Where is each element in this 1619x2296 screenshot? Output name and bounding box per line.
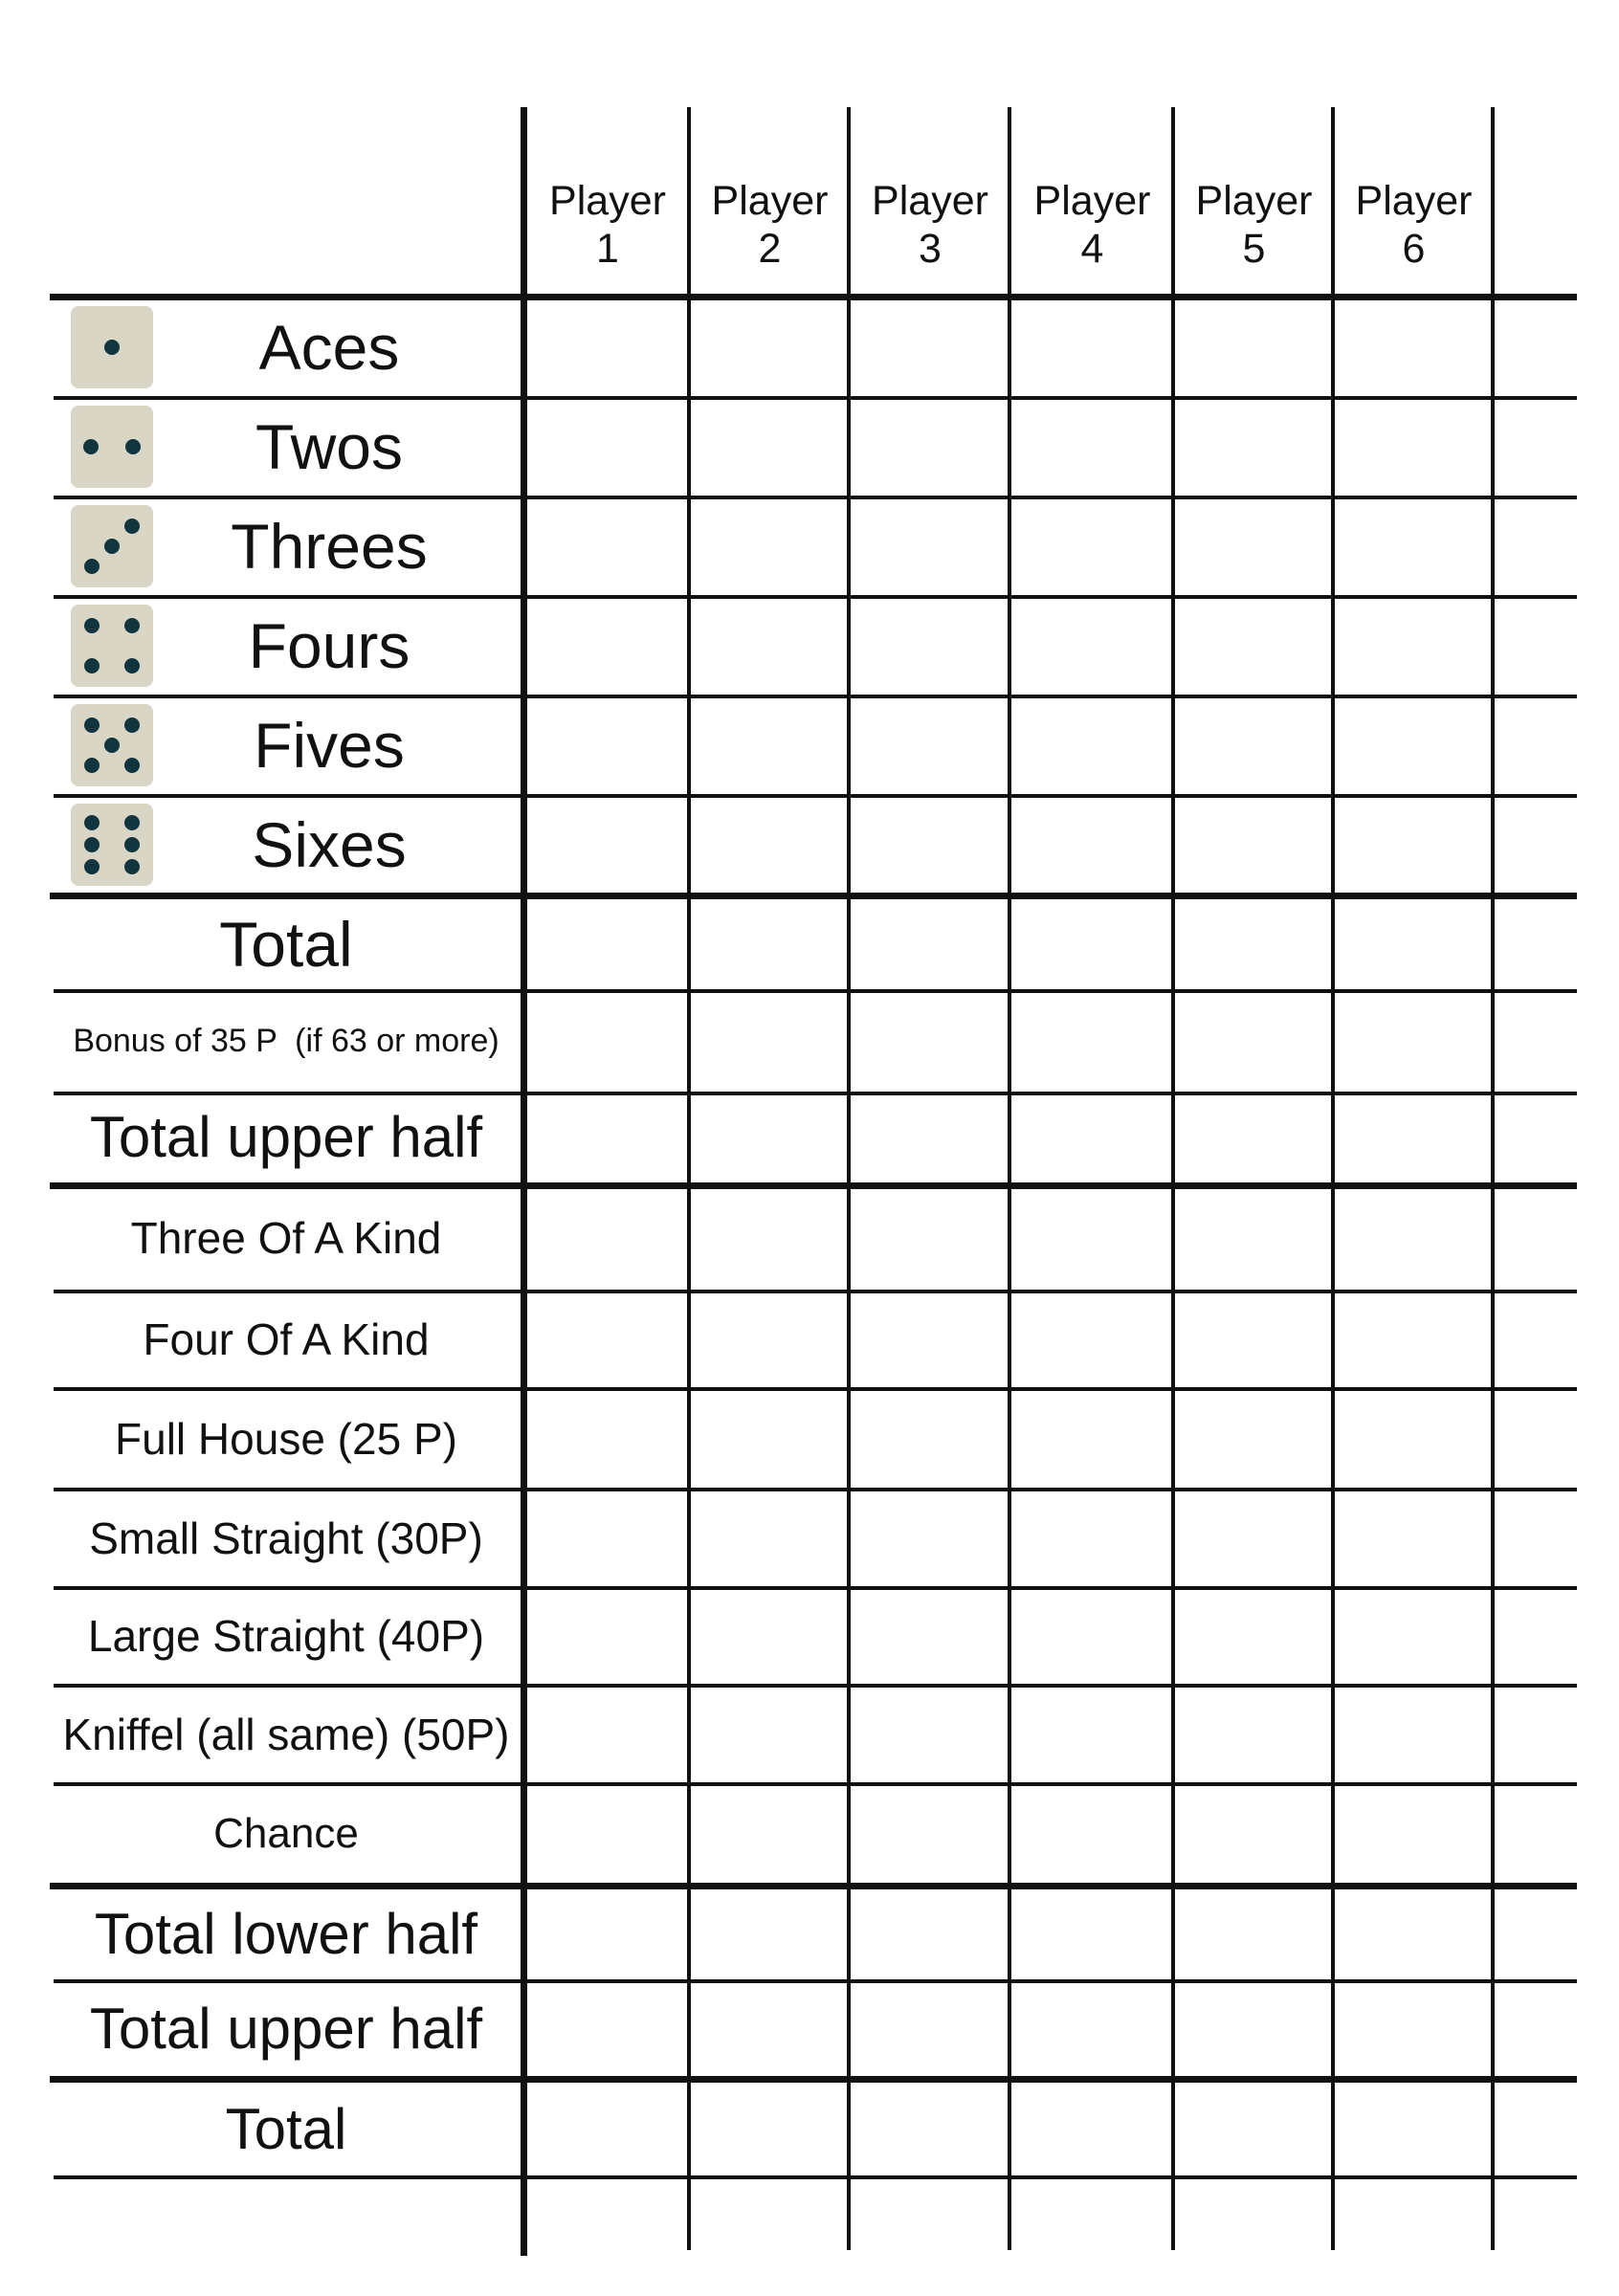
player-score-cells — [526, 1389, 1575, 1488]
score-cell-player-3[interactable] — [853, 1093, 1013, 1180]
row-divider — [54, 595, 1577, 599]
score-cell-player-1[interactable] — [526, 497, 693, 595]
score-cell-player-6[interactable] — [1337, 1490, 1497, 1586]
score-cell-player-4[interactable] — [1013, 398, 1177, 496]
score-cell-player-5[interactable] — [1177, 696, 1337, 794]
row-divider — [54, 1782, 1577, 1786]
row-label: Large Straight (40P) — [87, 1611, 485, 1661]
score-cell-player-3[interactable] — [853, 1981, 1013, 2076]
score-row-total-lower-half — [54, 1888, 1575, 1979]
score-cell-player-6[interactable] — [1337, 1389, 1497, 1488]
row-divider — [54, 1290, 1577, 1293]
score-cell-player-6[interactable] — [1337, 1888, 1497, 1979]
row-label: Total — [225, 2096, 347, 2161]
row-label: Fours — [248, 610, 410, 681]
score-cell-player-5[interactable] — [1177, 597, 1337, 695]
score-cell-player-6[interactable] — [1337, 597, 1497, 695]
row-label: Four Of A Kind — [143, 1314, 430, 1364]
score-cell-player-3[interactable] — [853, 1186, 1013, 1290]
score-cell-player-5[interactable] — [1177, 298, 1337, 396]
score-cell-player-6[interactable] — [1337, 1981, 1497, 2076]
score-row-chance — [54, 1784, 1575, 1883]
column-divider — [1008, 107, 1011, 2250]
row-divider — [54, 396, 1577, 400]
row-label: Full House (25 P) — [115, 1413, 457, 1464]
player-score-cells — [526, 1784, 1575, 1883]
score-cell-player-3[interactable] — [853, 398, 1013, 496]
score-cell-player-4[interactable] — [1013, 2082, 1177, 2175]
score-cell-player-3[interactable] — [853, 298, 1013, 396]
row-divider — [54, 1586, 1577, 1590]
row-label: Chance — [213, 1809, 359, 1857]
score-row-bonus — [54, 991, 1575, 1092]
row-divider — [54, 1092, 1577, 1095]
score-cell-player-1[interactable] — [526, 1186, 693, 1290]
score-cell-player-2[interactable] — [693, 1588, 853, 1684]
player-score-cells — [526, 1588, 1575, 1684]
score-row-total-upper-half — [54, 1093, 1575, 1180]
thick-divider — [50, 294, 1577, 300]
score-cell-player-1[interactable] — [526, 1490, 693, 1586]
row-label: Three Of A Kind — [130, 1213, 442, 1263]
score-cell-player-1[interactable] — [526, 1784, 693, 1883]
score-cell-player-1[interactable] — [526, 1888, 693, 1979]
score-cell-player-1[interactable] — [526, 796, 693, 894]
header-player-1: Player 1 — [549, 178, 666, 272]
score-cell-player-4[interactable] — [1013, 1784, 1177, 1883]
score-cell-player-6[interactable] — [1337, 696, 1497, 794]
score-cell-player-1[interactable] — [526, 898, 693, 989]
score-cell-player-2[interactable] — [693, 1686, 853, 1782]
score-row-large-straight — [54, 1588, 1575, 1684]
score-cell-player-5[interactable] — [1177, 1490, 1337, 1586]
score-cell-player-3[interactable] — [853, 1292, 1013, 1387]
score-cell-player-2[interactable] — [693, 991, 853, 1092]
row-divider — [54, 695, 1577, 698]
column-divider — [1171, 107, 1175, 2250]
row-label: Total upper half — [89, 1104, 483, 1169]
row-label: Bonus of 35 P (if 63 or more) — [73, 1023, 499, 1059]
score-row-aces — [54, 298, 1575, 396]
score-cell-player-3[interactable] — [853, 1784, 1013, 1883]
thick-divider — [50, 2076, 1577, 2083]
score-row-fives — [54, 696, 1575, 794]
player-score-cells — [526, 796, 1575, 894]
score-row-grand-total — [54, 2082, 1575, 2175]
score-cell-player-6[interactable] — [1337, 398, 1497, 496]
score-row-fours — [54, 597, 1575, 695]
score-cell-player-3[interactable] — [853, 796, 1013, 894]
score-row-kniffel — [54, 1686, 1575, 1782]
row-divider — [54, 989, 1577, 993]
score-cell-player-2[interactable] — [693, 398, 853, 496]
column-divider — [1331, 107, 1335, 2250]
score-cell-player-6[interactable] — [1337, 2082, 1497, 2175]
row-label: Sixes — [252, 809, 407, 880]
score-cell-player-5[interactable] — [1177, 497, 1337, 595]
row-divider — [54, 1488, 1577, 1491]
score-cell-player-5[interactable] — [1177, 1888, 1337, 1979]
score-cell-player-5[interactable] — [1177, 1981, 1337, 2076]
score-row-threes — [54, 497, 1575, 595]
score-cell-player-1[interactable] — [526, 1292, 693, 1387]
header-player-6: Player 6 — [1355, 178, 1473, 272]
column-divider — [687, 107, 691, 2250]
row-label: Fives — [254, 710, 405, 781]
score-cell-player-6[interactable] — [1337, 1292, 1497, 1387]
score-cell-player-4[interactable] — [1013, 1389, 1177, 1488]
score-cell-player-5[interactable] — [1177, 1186, 1337, 1290]
score-cell-player-4[interactable] — [1013, 991, 1177, 1092]
player-score-cells — [526, 898, 1575, 989]
score-cell-player-1[interactable] — [526, 398, 693, 496]
score-cell-player-5[interactable] — [1177, 796, 1337, 894]
row-label: Twos — [255, 411, 404, 482]
row-label: Small Straight (30P) — [89, 1512, 483, 1563]
score-cell-player-5[interactable] — [1177, 1784, 1337, 1883]
score-cell-player-3[interactable] — [853, 898, 1013, 989]
score-cell-player-1[interactable] — [526, 696, 693, 794]
score-row-three-of-a-kind — [54, 1186, 1575, 1290]
score-cell-player-2[interactable] — [693, 796, 853, 894]
score-cell-player-4[interactable] — [1013, 696, 1177, 794]
score-cell-player-1[interactable] — [526, 1981, 693, 2076]
row-label: Total lower half — [94, 1902, 478, 1966]
score-cell-player-6[interactable] — [1337, 898, 1497, 989]
row-divider — [54, 1684, 1577, 1688]
score-cell-player-6[interactable] — [1337, 1186, 1497, 1290]
score-cell-player-6[interactable] — [1337, 298, 1497, 396]
score-cell-player-4[interactable] — [1013, 1588, 1177, 1684]
score-cell-player-3[interactable] — [853, 1389, 1013, 1488]
score-cell-player-5[interactable] — [1177, 898, 1337, 989]
score-cell-player-5[interactable] — [1177, 1686, 1337, 1782]
score-cell-player-3[interactable] — [853, 1490, 1013, 1586]
header-player-5: Player 5 — [1195, 178, 1313, 272]
player-score-cells — [526, 298, 1575, 396]
score-cell-player-2[interactable] — [693, 298, 853, 396]
score-cell-player-2[interactable] — [693, 1981, 853, 2076]
score-row-four-of-a-kind — [54, 1292, 1575, 1387]
score-cell-player-2[interactable] — [693, 1186, 853, 1290]
score-cell-player-4[interactable] — [1013, 1981, 1177, 2076]
score-cell-player-2[interactable] — [693, 2082, 853, 2175]
score-cell-player-2[interactable] — [693, 1389, 853, 1488]
player-score-cells — [526, 497, 1575, 595]
player-score-cells — [526, 1186, 1575, 1290]
score-cell-player-2[interactable] — [693, 597, 853, 695]
score-cell-player-5[interactable] — [1177, 2082, 1337, 2175]
player-score-cells — [526, 1686, 1575, 1782]
score-cell-player-1[interactable] — [526, 1093, 693, 1180]
column-divider — [847, 107, 851, 2250]
header-player-3: Player 3 — [872, 178, 988, 272]
score-cell-player-5[interactable] — [1177, 1292, 1337, 1387]
player-score-cells — [526, 991, 1575, 1092]
row-divider — [54, 496, 1577, 499]
score-cell-player-6[interactable] — [1337, 1588, 1497, 1684]
player-score-cells — [526, 1981, 1575, 2076]
score-cell-player-5[interactable] — [1177, 1093, 1337, 1180]
row-divider — [54, 2175, 1577, 2179]
player-score-cells — [526, 696, 1575, 794]
score-cell-player-2[interactable] — [693, 497, 853, 595]
score-cell-player-2[interactable] — [693, 898, 853, 989]
thick-divider — [50, 893, 1577, 899]
score-cell-player-4[interactable] — [1013, 1490, 1177, 1586]
score-row-sixes — [54, 796, 1575, 894]
score-cell-player-4[interactable] — [1013, 497, 1177, 595]
thick-divider — [50, 1883, 1577, 1889]
score-cell-player-4[interactable] — [1013, 1888, 1177, 1979]
score-cell-player-4[interactable] — [1013, 796, 1177, 894]
score-cell-player-6[interactable] — [1337, 1784, 1497, 1883]
header-player-2: Player 2 — [711, 178, 829, 272]
score-cell-player-2[interactable] — [693, 1093, 853, 1180]
score-cell-player-4[interactable] — [1013, 298, 1177, 396]
score-cell-player-4[interactable] — [1013, 597, 1177, 695]
score-cell-player-4[interactable] — [1013, 1093, 1177, 1180]
column-divider — [1491, 107, 1495, 2250]
row-label: Kniffel (all same) (50P) — [62, 1709, 510, 1759]
score-cell-player-6[interactable] — [1337, 1093, 1497, 1180]
row-label: Aces — [258, 312, 400, 383]
score-cell-player-5[interactable] — [1177, 991, 1337, 1092]
score-cell-player-3[interactable] — [853, 1588, 1013, 1684]
score-cell-player-1[interactable] — [526, 991, 693, 1092]
score-row-small-straight — [54, 1490, 1575, 1586]
score-cell-player-4[interactable] — [1013, 1186, 1177, 1290]
score-cell-player-4[interactable] — [1013, 898, 1177, 989]
score-cell-player-1[interactable] — [526, 1588, 693, 1684]
player-score-cells — [526, 2082, 1575, 2175]
player-score-cells — [526, 1888, 1575, 1979]
player-score-cells — [526, 398, 1575, 496]
row-label: Total — [219, 908, 353, 980]
score-cell-player-3[interactable] — [853, 597, 1013, 695]
score-cell-player-3[interactable] — [853, 1686, 1013, 1782]
row-divider — [54, 1387, 1577, 1391]
score-cell-player-2[interactable] — [693, 1292, 853, 1387]
score-cell-player-5[interactable] — [1177, 398, 1337, 496]
score-cell-player-3[interactable] — [853, 696, 1013, 794]
score-row-full-house — [54, 1389, 1575, 1488]
row-divider — [54, 794, 1577, 798]
score-cell-player-5[interactable] — [1177, 1389, 1337, 1488]
score-cell-player-2[interactable] — [693, 1490, 853, 1586]
player-score-cells — [526, 1490, 1575, 1586]
player-score-cells — [526, 1292, 1575, 1387]
score-cell-player-3[interactable] — [853, 2082, 1013, 2175]
score-cell-player-6[interactable] — [1337, 497, 1497, 595]
score-cell-player-6[interactable] — [1337, 991, 1497, 1092]
score-row-twos — [54, 398, 1575, 496]
score-cell-player-3[interactable] — [853, 991, 1013, 1092]
player-score-cells — [526, 597, 1575, 695]
score-cell-player-1[interactable] — [526, 597, 693, 695]
thick-divider — [50, 1182, 1577, 1189]
player-score-cells — [526, 1093, 1575, 1180]
score-cell-player-1[interactable] — [526, 298, 693, 396]
score-cell-player-3[interactable] — [853, 1888, 1013, 1979]
score-cell-player-1[interactable] — [526, 1389, 693, 1488]
score-cell-player-2[interactable] — [693, 696, 853, 794]
score-cell-player-2[interactable] — [693, 1888, 853, 1979]
score-cell-player-3[interactable] — [853, 497, 1013, 595]
score-cell-player-5[interactable] — [1177, 1588, 1337, 1684]
row-label: Total upper half — [89, 1997, 483, 2061]
score-cell-player-4[interactable] — [1013, 1686, 1177, 1782]
score-cell-player-2[interactable] — [693, 1784, 853, 1883]
header-player-4: Player 4 — [1033, 178, 1151, 272]
score-cell-player-6[interactable] — [1337, 1686, 1497, 1782]
score-cell-player-6[interactable] — [1337, 796, 1497, 894]
score-cell-player-1[interactable] — [526, 2082, 693, 2175]
score-row-total-upper-half-repeat — [54, 1981, 1575, 2076]
score-cell-player-1[interactable] — [526, 1686, 693, 1782]
score-row-total — [54, 898, 1575, 989]
row-divider — [54, 1979, 1577, 1983]
score-cell-player-4[interactable] — [1013, 1292, 1177, 1387]
row-label: Threes — [231, 511, 428, 582]
